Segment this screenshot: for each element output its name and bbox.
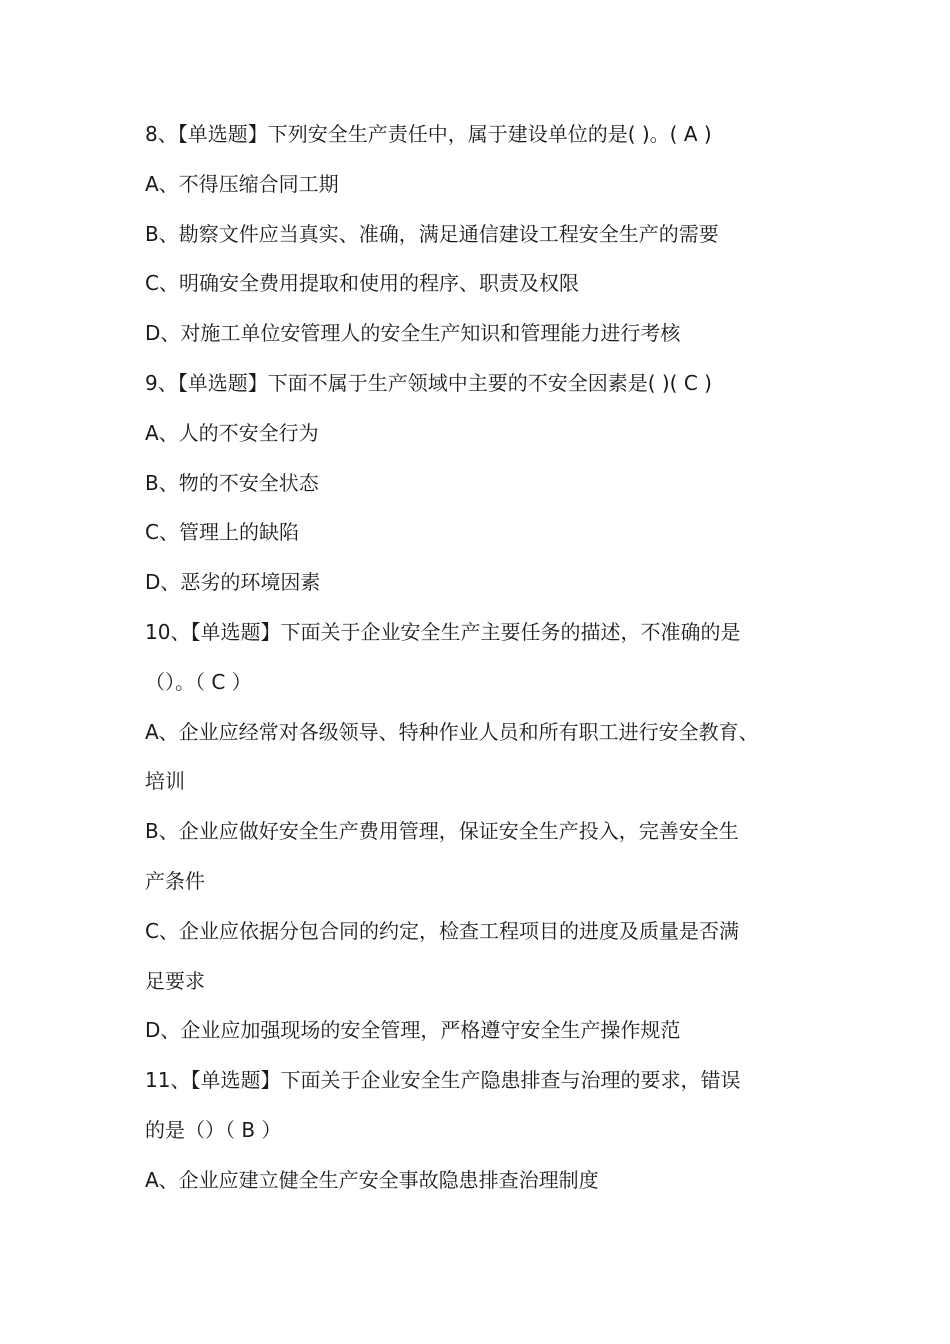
question-10-stem: 10、【单选题】下面关于企业安全生产主要任务的描述，不准确的是 <box>145 619 741 644</box>
question-11-stem-continued: 的是（）（ B ） <box>145 1117 282 1142</box>
question-text-body <box>145 110 815 1206</box>
question-10-option-c: C、企业应依据分包合同的约定，检查工程项目的进度及质量是否满 <box>145 918 739 943</box>
question-10-option-b: B、企业应做好安全生产费用管理，保证安全生产投入，完善安全生 <box>145 819 739 844</box>
question-9-option-b: B、物的不安全状态 <box>145 470 319 495</box>
question-9-stem: 9、【单选题】下面不属于生产领域中主要的不安全因素是( )( C ) <box>145 370 712 395</box>
question-8-option-c: C、明确安全费用提取和使用的程序、职责及权限 <box>145 271 579 296</box>
question-10-stem-continued: （）。（ C ） <box>145 669 252 694</box>
question-8-option-a: A、不得压缩合同工期 <box>145 171 339 196</box>
question-8-option-b: B、勘察文件应当真实、准确，满足通信建设工程安全生产的需要 <box>145 221 719 246</box>
question-10-option-b-continued: 产条件 <box>145 868 205 893</box>
question-8-option-d: D、对施工单位安管理人的安全生产知识和管理能力进行考核 <box>145 321 681 346</box>
question-11-option-a: A、企业应建立健全生产安全事故隐患排查治理制度 <box>145 1167 599 1192</box>
question-11-stem: 11、【单选题】下面关于企业安全生产隐患排查与治理的要求，错误 <box>145 1068 741 1093</box>
question-10-option-a-continued: 培训 <box>145 769 185 794</box>
question-9-option-d: D、恶劣的环境因素 <box>145 570 321 595</box>
question-9-option-c: C、管理上的缺陷 <box>145 520 299 545</box>
question-10-option-d: D、企业应加强现场的安全管理，严格遵守安全生产操作规范 <box>145 1018 681 1043</box>
question-10-option-c-continued: 足要求 <box>145 968 205 993</box>
question-8-stem: 8、【单选题】下列安全生产责任中，属于建设单位的是( )。( A ) <box>145 122 712 146</box>
question-10-option-a: A、企业应经常对各级领导、特种作业人员和所有职工进行安全教育、 <box>145 719 759 744</box>
question-9-option-a: A、人的不安全行为 <box>145 420 319 445</box>
